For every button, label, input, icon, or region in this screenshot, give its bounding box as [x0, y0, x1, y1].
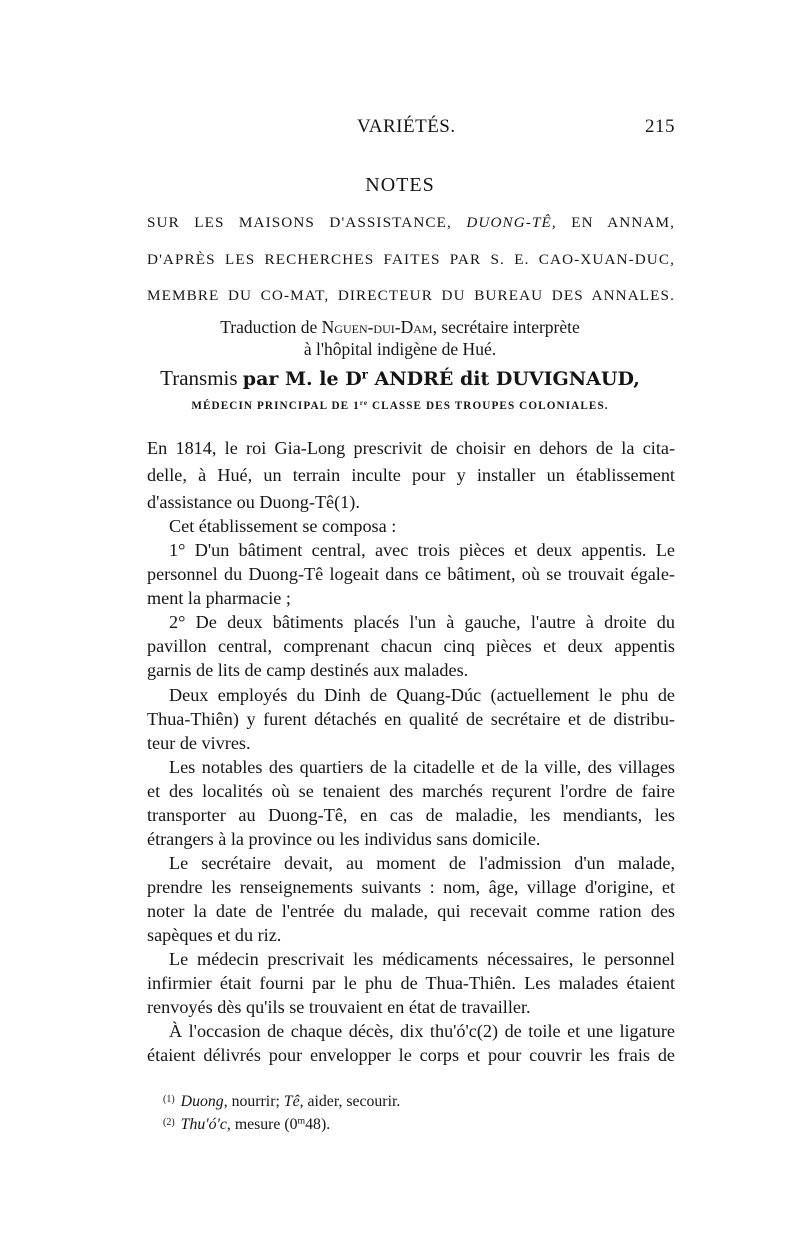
- running-head: [147, 116, 675, 146]
- translation-prefix: Traduction de: [220, 317, 318, 337]
- article-title: NOTES: [365, 174, 435, 196]
- footnote-sup: m: [297, 1115, 306, 1127]
- transmitter-role-a: MÉDECIN PRINCIPAL DE 1: [191, 400, 360, 412]
- transmitter-name-a: par M. le D: [242, 368, 362, 390]
- transmitter-role-sup: re: [359, 399, 369, 408]
- footnote-mark: (1): [163, 1094, 175, 1105]
- body-line: d'assistance ou Duong-Tê(1).: [147, 492, 360, 512]
- subtitle-line-2: D'APRÈS LES RECHERCHES FAITES PAR S. E. CAO-XUAN-DUC,: [147, 251, 675, 268]
- body-line: infirmier était fourni par le phu de Thua-Thiên. Les malades étaient: [147, 973, 675, 993]
- body-line: 2° De deux bâtiments placés l'un à gauche, l'autre à droite du: [169, 612, 675, 632]
- body-line: sapèques et du riz.: [147, 925, 282, 945]
- body-line: Les notables des quartiers de la citadelle et de la ville, des villages: [169, 757, 675, 777]
- footnote-text: , aider, secourir.: [299, 1093, 401, 1110]
- body-line: Le médecin prescrivait les médicaments nécessaires, le personnel: [169, 949, 675, 969]
- body-line: Deux employés du Dinh de Quang-Dúc (actuellement le phu de: [169, 685, 675, 705]
- body-line: Thua-Thiên) y furent détachés en qualité de secrétaire et de distribu-: [147, 709, 675, 729]
- translation-role: , secrétaire interprète: [432, 317, 580, 337]
- body-line: et des localités où se tenaient des marchés reçurent l'ordre de faire: [147, 781, 675, 801]
- subtitle-line-3: MEMBRE DU CO-MAT, DIRECTEUR DU BUREAU DES ANNALES.: [147, 287, 675, 304]
- body-line: À l'occasion de chaque décès, dix thu'ó'c(2) de toile et une ligature: [169, 1021, 675, 1041]
- body-line: étaient délivrés pour envelopper le corps et pour couvrir les frais de: [147, 1045, 675, 1065]
- body-line: personnel du Duong-Tê logeait dans ce bâtiment, où se trouvait égale-: [147, 564, 675, 584]
- subtitle-duong-te: DUONG-TÊ,: [466, 214, 557, 231]
- transmission-line: [0, 366, 800, 391]
- body-line: Cet établissement se composa :: [169, 516, 397, 536]
- body-line: garnis de lits de camp destinés aux malades.: [147, 660, 469, 680]
- body-line: noter la date de l'entrée du malade, qui recevait comme ration des: [147, 901, 675, 921]
- page-number: 215: [645, 116, 675, 137]
- body-line: delle, à Hué, un terrain inculte pour y installer un établissement: [147, 465, 675, 485]
- body-line: transporter au Duong-Tê, en cas de maladie, les mendiants, les: [147, 805, 675, 825]
- footnote-term: Duong: [180, 1093, 224, 1110]
- footnote-2: [163, 1116, 663, 1134]
- running-head-title: VARIÉTÉS.: [357, 116, 456, 137]
- footnote-text: , mesure (0: [226, 1116, 298, 1133]
- footnote-1: [163, 1093, 663, 1111]
- body-line: ment la pharmacie ;: [147, 588, 291, 608]
- body-line: 1° D'un bâtiment central, avec trois pièces et deux appentis. Le: [169, 540, 675, 560]
- footnote-term: Tê: [283, 1093, 300, 1110]
- transmission-prefix: Transmis: [160, 366, 238, 390]
- translation-line-1: [0, 317, 800, 338]
- footnote-term: Thu'ó'c: [180, 1116, 227, 1133]
- transmitter-name-b: ANDRÉ dit DUVIGNAUD,: [367, 368, 640, 390]
- transmitter-role-b: CLASSE DES TROUPES COLONIALES.: [368, 400, 609, 412]
- transmitter-name: [243, 368, 640, 390]
- body-line: teur de vivres.: [147, 733, 251, 753]
- body-line: prendre les renseignements suivants : nom, âge, village d'origine, et: [147, 877, 675, 897]
- subtitle-line-1: [147, 214, 675, 232]
- body-line: Le secrétaire devait, au moment de l'admission d'un malade,: [169, 853, 675, 873]
- subtitle-line-1-c: EN ANNAM,: [571, 214, 675, 231]
- body-line: En 1814, le roi Gia-Long prescrivit de choisir en dehors de la cita-: [147, 438, 675, 458]
- transmitter-role: [0, 400, 800, 412]
- body-line: étrangers à la province ou les individus sans domicile.: [147, 829, 541, 849]
- translator-name: Nguen-dui-Dam: [321, 317, 433, 337]
- footnote-text: , nourrir;: [223, 1093, 284, 1110]
- translation-line-2: à l'hôpital indigène de Hué.: [303, 339, 497, 359]
- body-line: pavillon central, comprenant chacun cinq pièces et deux appentis: [147, 636, 675, 656]
- footnote-text: 48).: [305, 1116, 331, 1133]
- transmitter-name-sup: r: [361, 367, 368, 382]
- subtitle-line-1-a: SUR LES MAISONS D'ASSISTANCE,: [147, 214, 452, 231]
- body-line: renvoyés dès qu'ils se trouvaient en état de travailler.: [147, 997, 531, 1017]
- footnote-mark: (2): [163, 1117, 175, 1128]
